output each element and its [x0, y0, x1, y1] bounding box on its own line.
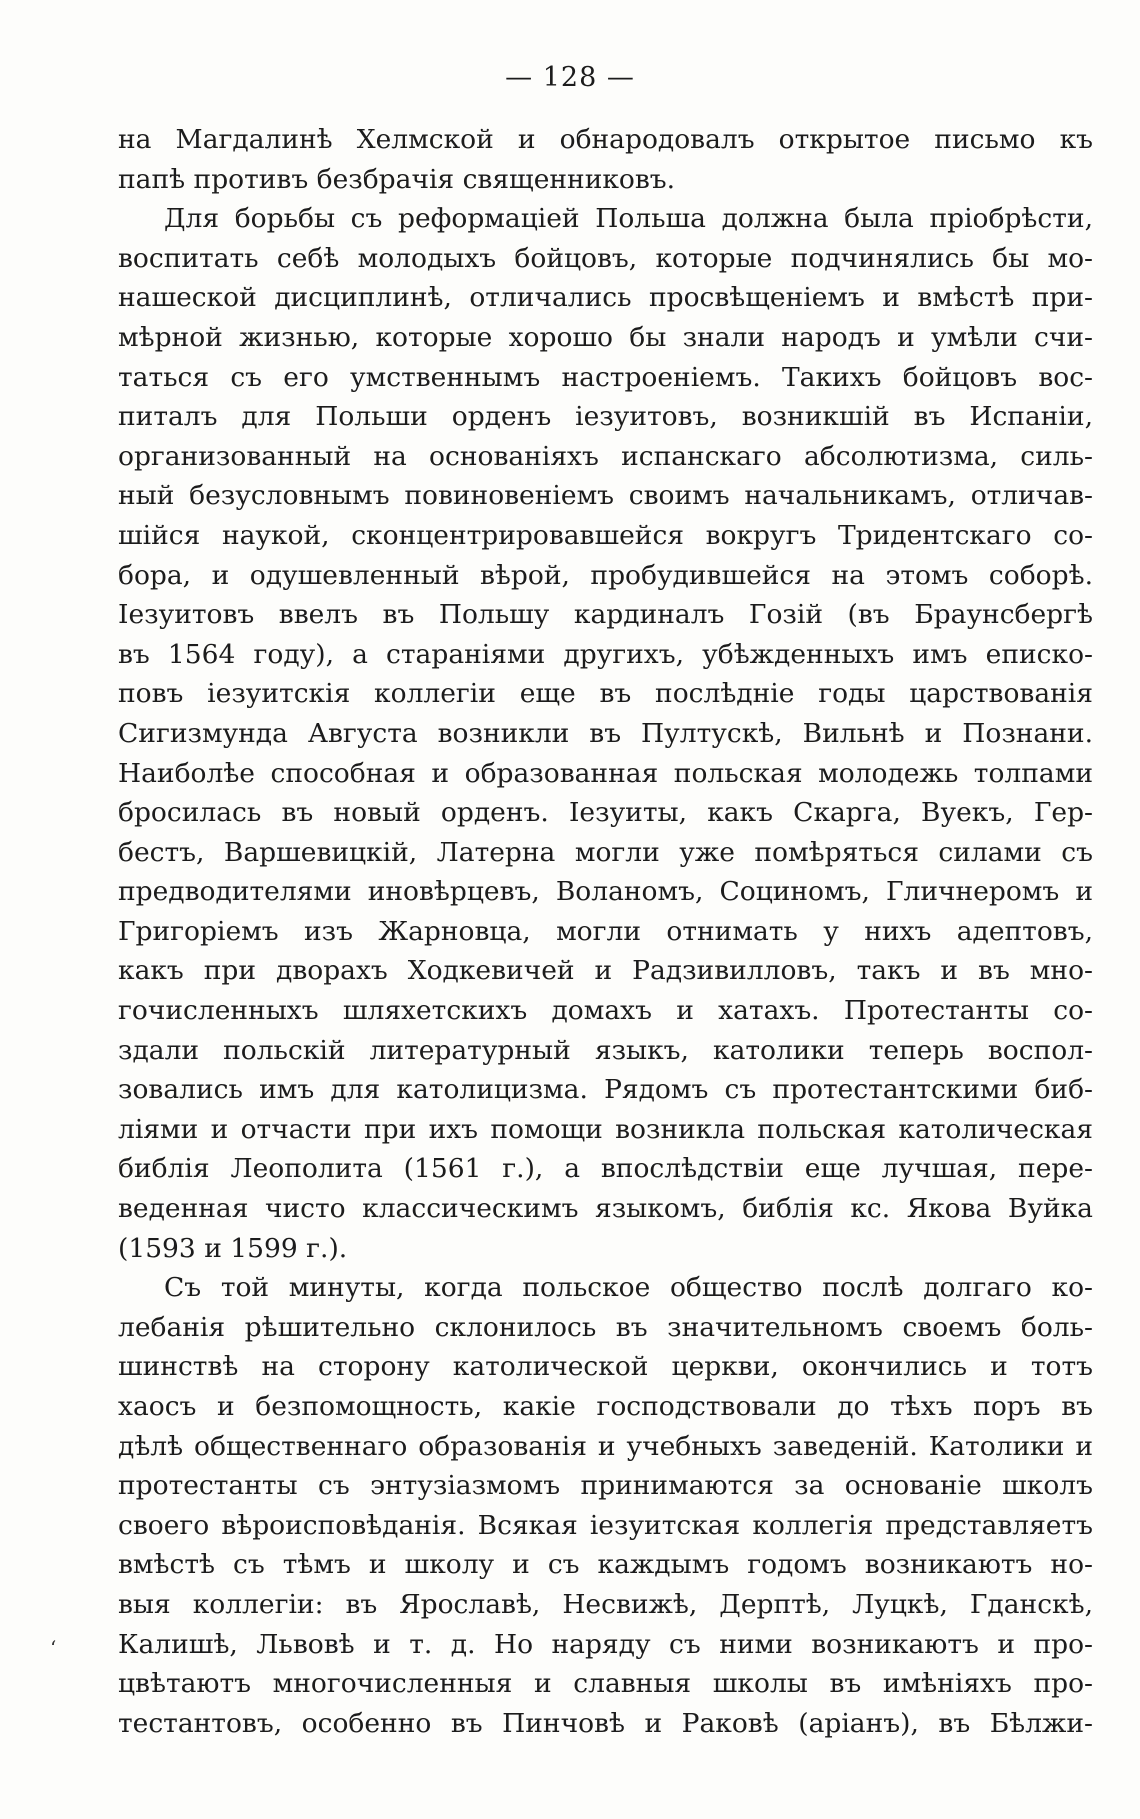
text-line: питалъ для Польши орденъ іезуитовъ, возникшій въ Испаніи,	[118, 401, 1093, 433]
text-line: бросилась въ новый орденъ. Іезуиты, какъ Скарга, Вуекъ, Гер-	[118, 797, 1093, 829]
text-line: въ 1564 году), а стараніями другихъ, убѣжденныхъ имъ еписко-	[118, 638, 1093, 670]
text-line: тестантовъ, особенно въ Пинчовѣ и Раковѣ (аріанъ), въ Бѣлжи-	[118, 1707, 1093, 1739]
text-line: шійся наукой, сконцентрировавшейся вокругъ Тридентскаго со-	[118, 519, 1093, 551]
text-line: своего вѣроисповѣданія. Всякая іезуитская коллегія представляетъ	[118, 1509, 1093, 1541]
margin-mark: ‘	[50, 1636, 57, 1660]
text-line: веденная чисто классическимъ языкомъ, библія кс. Якова Вуйка	[118, 1193, 1093, 1225]
text-line: Іезуитовъ ввелъ въ Польшу кардиналъ Гозій (въ Браунсбергѣ	[118, 599, 1093, 631]
paragraph-start-line: Для борьбы съ реформаціей Польша должна была пріобрѣсти,	[164, 203, 1093, 235]
text-line: лебанія рѣшительно склонилось въ значительномъ своемъ боль-	[118, 1311, 1093, 1343]
text-line: Калишѣ, Львовѣ и т. д. Но наряду съ ними возникаютъ и про-	[118, 1628, 1093, 1660]
text-line: вмѣстѣ съ тѣмъ и школу и съ каждымъ годомъ возникаютъ но-	[118, 1549, 1093, 1581]
text-line: таться съ его умственнымъ настроеніемъ. Такихъ бойцовъ вос-	[118, 361, 1093, 393]
text-line: нашеской дисциплинѣ, отличались просвѣщеніемъ и вмѣстѣ при-	[118, 282, 1093, 314]
text-line: бора, и одушевленный вѣрой, пробудившейся на этомъ соборѣ.	[118, 559, 1093, 591]
text-line: предводителями иновѣрцевъ, Воланомъ, Социномъ, Гличнеромъ и	[118, 876, 1093, 908]
text-line: хаосъ и безпомощность, какіе господствовали до тѣхъ поръ въ	[118, 1391, 1093, 1422]
text-line: повъ іезуитскія коллегіи еще въ послѣдніе годы царствованія	[118, 678, 1093, 710]
text-line: ный безусловнымъ повиновеніемъ своимъ начальникамъ, отличав-	[118, 480, 1093, 512]
text-line: выя коллегіи: въ Ярославѣ, Несвижѣ, Дерптѣ, Луцкѣ, Гданскѣ,	[118, 1588, 1093, 1620]
text-line: дѣлѣ общественнаго образованія и учебныхъ заведеній. Католики и	[118, 1430, 1093, 1462]
text-line: протестанты съ энтузіазмомъ принимаются за основаніе школъ	[118, 1470, 1093, 1502]
text-line: папѣ противъ безбрачія священниковъ.	[118, 163, 676, 195]
text-line: Наиболѣе способная и образованная польская молодежь толпами	[118, 757, 1093, 789]
text-line: здали польскій литературный языкъ, католики теперь воспол-	[118, 1034, 1093, 1066]
text-line: воспитать себѣ молодыхъ бойцовъ, которые подчинялись бы мо-	[118, 242, 1093, 274]
text-line: ліями и отчасти при ихъ помощи возникла польская католическая	[118, 1113, 1093, 1145]
text-line: шинствѣ на сторону католической церкви, окончились и тотъ	[118, 1351, 1093, 1383]
body-text	[118, 120, 1093, 1743]
text-line: организованный на основаніяхъ испанскаго абсолютизма, силь-	[118, 440, 1093, 472]
text-line: какъ при дворахъ Ходкевичей и Радзивилловъ, такъ и въ мно-	[118, 955, 1093, 987]
text-line: бестъ, Варшевицкій, Латерна могли уже помѣряться силами съ	[118, 836, 1093, 868]
text-line: мѣрной жизнью, которые хорошо бы знали народъ и умѣли счи-	[118, 321, 1093, 353]
text-line: гочисленныхъ шляхетскихъ домахъ и хатахъ. Протестанты со-	[118, 995, 1093, 1027]
text-line: зовались имъ для католицизма. Рядомъ съ протестантскими биб-	[118, 1074, 1093, 1106]
text-line: Сигизмунда Августа возникли въ Пултускѣ, Вильнѣ и Познани.	[118, 717, 1093, 749]
page-number: — 128 —	[505, 62, 635, 93]
text-line: на Магдалинѣ Хелмской и обнародовалъ открытое письмо къ	[118, 124, 1093, 155]
text-line: Григоріемъ изъ Жарновца, могли отнимать у нихъ адептовъ,	[118, 915, 1093, 947]
text-line: (1593 и 1599 г.).	[118, 1232, 348, 1264]
text-line: цвѣтаютъ многочисленныя и славныя школы въ имѣніяхъ про-	[118, 1668, 1093, 1700]
paragraph-start-line: Съ той минуты, когда польское общество послѣ долгаго ко-	[164, 1272, 1093, 1304]
text-line: библія Леополита (1561 г.), а впослѣдствіи еще лучшая, пере-	[118, 1153, 1093, 1185]
